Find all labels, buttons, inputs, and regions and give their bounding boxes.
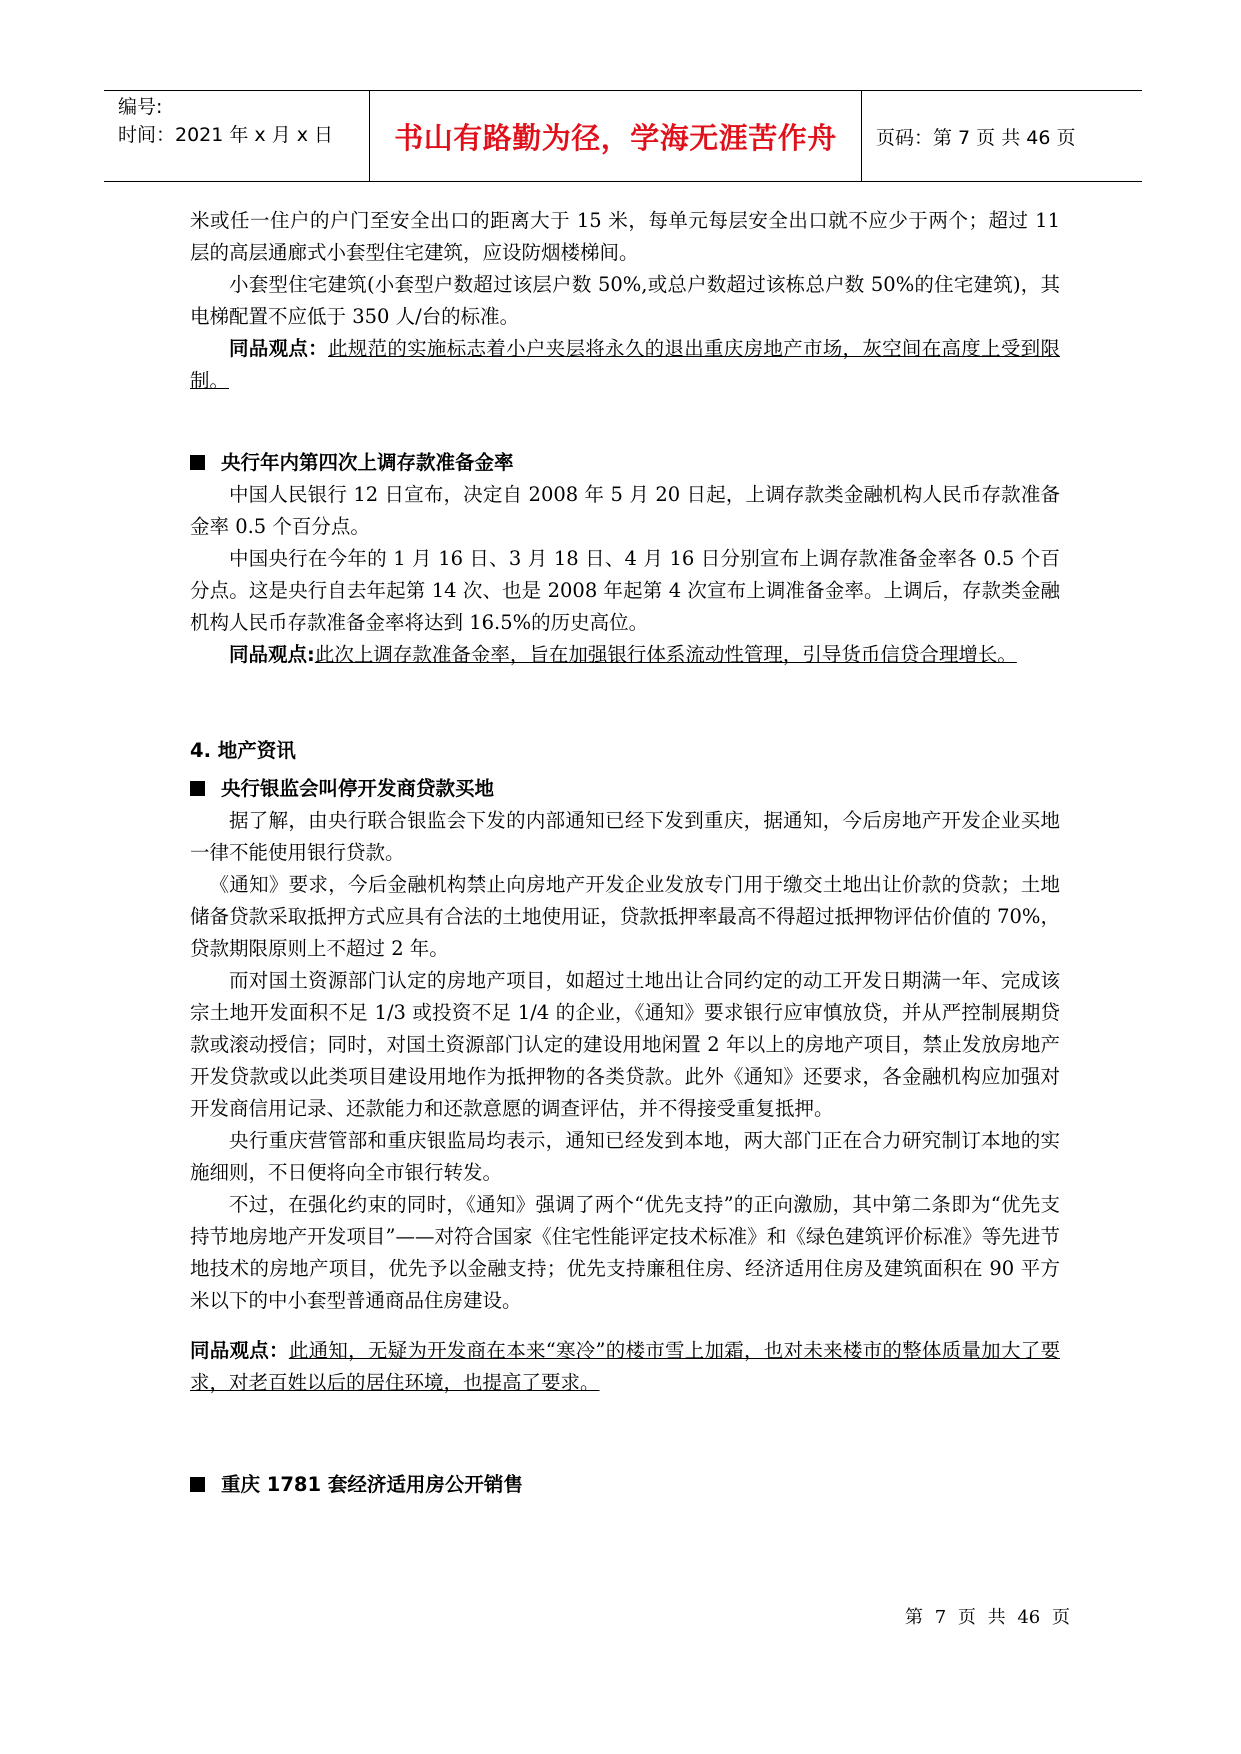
section-title: 央行银监会叫停开发商贷款买地	[190, 773, 1060, 805]
paragraph: 不过，在强化约束的同时，《通知》强调了两个“优先支持”的正向激励，其中第二条即为“优先支持节地房地产开发项目”——对符合国家《住宅性能评定技术标准》和《绿色建筑评价标准》等先进节地技术的房地产项目，优先予以金融支持；优先支持廉租住房、经济适用住房及建筑面积在 90 平方米以下的中小套型普通商品住房建设。	[190, 1193, 1060, 1312]
page-footer: 第 7 页 共 46 页	[905, 1607, 1070, 1628]
viewpoint	[190, 639, 1060, 671]
viewpoint-label: 同品观点：	[229, 337, 328, 360]
header-page-info: 页码：第 7 页 共 46 页	[876, 126, 1076, 149]
section-title: 重庆 1781 套经济适用房公开销售	[190, 1469, 1060, 1501]
viewpoint-text: 此通知，无疑为开发商在本来“寒冷”的楼市雪上加霜，也对未来楼市的整体质量加大了要求，对老百姓以后的居住环境，也提高了要求。	[190, 1339, 1060, 1394]
square-bullet-icon	[190, 781, 205, 796]
viewpoint-label: 同品观点:	[229, 643, 315, 666]
section-heading: 4. 地产资讯	[190, 739, 296, 762]
paragraph: 而对国土资源部门认定的房地产项目，如超过土地出让合同约定的动工开发日期满一年、完成该宗土地开发面积不足 1/3 或投资不足 1/4 的企业，《通知》要求银行应审慎放贷，并从严控制展期贷款或滚动授信；同时，对国土资源部门认定的建设用地闲置 2 年以上的房地产项目，禁止发放房地产开发贷款或以此类项目建设用地作为抵押物的各类贷款。此外《通知》还要求，各金融机构应加强对开发商信用记录、还款能力和还款意愿的调查评估，并不得接受重复抵押。	[190, 969, 1060, 1120]
document-body	[190, 205, 1060, 1501]
viewpoint-label: 同品观点：	[190, 1339, 289, 1362]
viewpoint	[190, 1335, 1060, 1399]
square-bullet-icon	[190, 455, 205, 470]
time-label: 时间：2021 年 x 月 x 日	[118, 124, 334, 146]
header-motto: 书山有路勤为径，学海无涯苦作舟	[370, 91, 862, 181]
paragraph: 中国央行在今年的 1 月 16 日、3 月 18 日、4 月 16 日分别宣布上调存款准备金率各 0.5 个百分点。这是央行自去年起第 14 次、也是 2008 年起第 4 次宣布上调准备金率。上调后，存款类金融机构人民币存款准备金率将达到 16.5%的历史高位。	[190, 547, 1060, 634]
viewpoint	[190, 333, 1060, 397]
paragraph: 小套型住宅建筑(小套型户数超过该层户数 50%,或总户数超过该栋总户数 50%的住宅建筑)，其电梯配置不应低于 350 人/台的标准。	[190, 273, 1060, 328]
header-meta	[104, 91, 370, 181]
document-header	[104, 90, 1142, 182]
section-title: 央行年内第四次上调存款准备金率	[190, 447, 1060, 479]
paragraph: 央行重庆营管部和重庆银监局均表示，通知已经发到本地，两大部门正在合力研究制订本地的实施细则，不日便将向全市银行转发。	[190, 1129, 1060, 1184]
viewpoint-text: 此次上调存款准备金率，旨在加强银行体系流动性管理，引导货币信贷合理增长。	[314, 643, 1017, 666]
paragraph: 《通知》要求，今后金融机构禁止向房地产开发企业发放专门用于缴交土地出让价款的贷款；土地储备贷款采取抵押方式应具有合法的土地使用证，贷款抵押率最高不得超过抵押物评估价值的 70%，贷款期限原则上不超过 2 年。	[190, 873, 1060, 960]
paragraph: 据了解，由央行联合银监会下发的内部通知已经下发到重庆，据通知，今后房地产开发企业买地一律不能使用银行贷款。	[190, 809, 1060, 864]
square-bullet-icon	[190, 1477, 205, 1492]
paragraph: 中国人民银行 12 日宣布，决定自 2008 年 5 月 20 日起，上调存款类金融机构人民币存款准备金率 0.5 个百分点。	[190, 483, 1060, 538]
viewpoint-text: 此规范的实施标志着小户夹层将永久的退出重庆房地产市场，灰空间在高度上受到限制。	[190, 337, 1060, 392]
paragraph: 米或任一住户的户门至安全出口的距离大于 15 米，每单元每层安全出口就不应少于两个；超过 11 层的高层通廊式小套型住宅建筑，应设防烟楼梯间。	[190, 209, 1060, 264]
serial-label: 编号:	[118, 96, 163, 118]
